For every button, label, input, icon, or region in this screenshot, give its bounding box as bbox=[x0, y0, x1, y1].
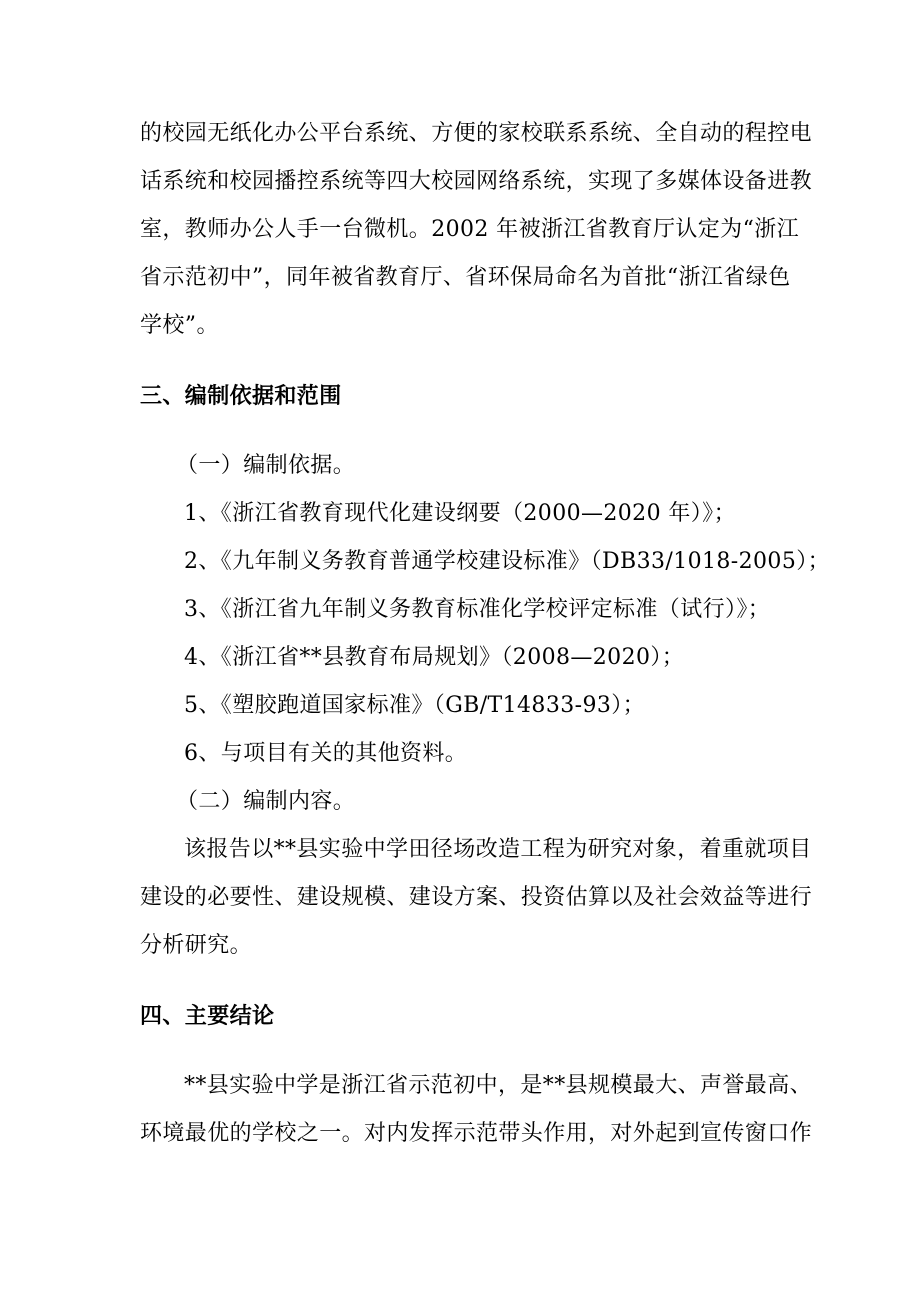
basis-item-5: 5、《塑胶跑道国家标准》（GB/T14833-93）； bbox=[184, 693, 646, 718]
intro-line-1: 的校园无纸化办公平台系统、方便的家校联系系统、全自动的程控电 bbox=[140, 121, 813, 146]
intro-line-5: 学校”。 bbox=[140, 313, 219, 338]
section-3-subheading-basis: （一）编制依据。 bbox=[176, 453, 356, 478]
intro-line-2: 话系统和校园播控系统等四大校园网络系统，实现了多媒体设备进教 bbox=[140, 169, 813, 194]
content-line-3: 分析研究。 bbox=[140, 933, 253, 958]
conclusion-line-2: 环境最优的学校之一。对内发挥示范带头作用，对外起到宣传窗口作 bbox=[140, 1121, 813, 1146]
conclusion-line-1: **县实验中学是浙江省示范初中，是**县规模最大、声誉最高、 bbox=[184, 1073, 813, 1098]
basis-item-6: 6、与项目有关的其他资料。 bbox=[184, 741, 468, 766]
section-4-heading: 四、主要结论 bbox=[140, 1003, 275, 1029]
intro-line-4: 省示范初中”，同年被省教育厅、省环保局命名为首批“浙江省绿色 bbox=[140, 265, 791, 290]
section-3-heading: 三、编制依据和范围 bbox=[140, 383, 342, 409]
intro-line-3: 室，教师办公人手一台微机。2002 年被浙江省教育厅认定为“浙江 bbox=[140, 217, 800, 242]
content-line-1: 该报告以**县实验中学田径场改造工程为研究对象，着重就项目 bbox=[184, 837, 812, 862]
basis-item-4: 4、《浙江省**县教育布局规划》（2008—2020）； bbox=[184, 645, 685, 670]
basis-item-1: 1、《浙江省教育现代化建设纲要（2000—2020 年）》； bbox=[184, 501, 736, 526]
content-line-2: 建设的必要性、建设规模、建设方案、投资估算以及社会效益等进行 bbox=[140, 885, 813, 910]
basis-item-3: 3、《浙江省九年制义务教育标准化学校评定标准（试行）》； bbox=[184, 597, 771, 622]
basis-item-2: 2、《九年制义务教育普通学校建设标准》（DB33/1018-2005）； bbox=[184, 549, 831, 574]
section-3-subheading-content: （二）编制内容。 bbox=[176, 789, 356, 814]
